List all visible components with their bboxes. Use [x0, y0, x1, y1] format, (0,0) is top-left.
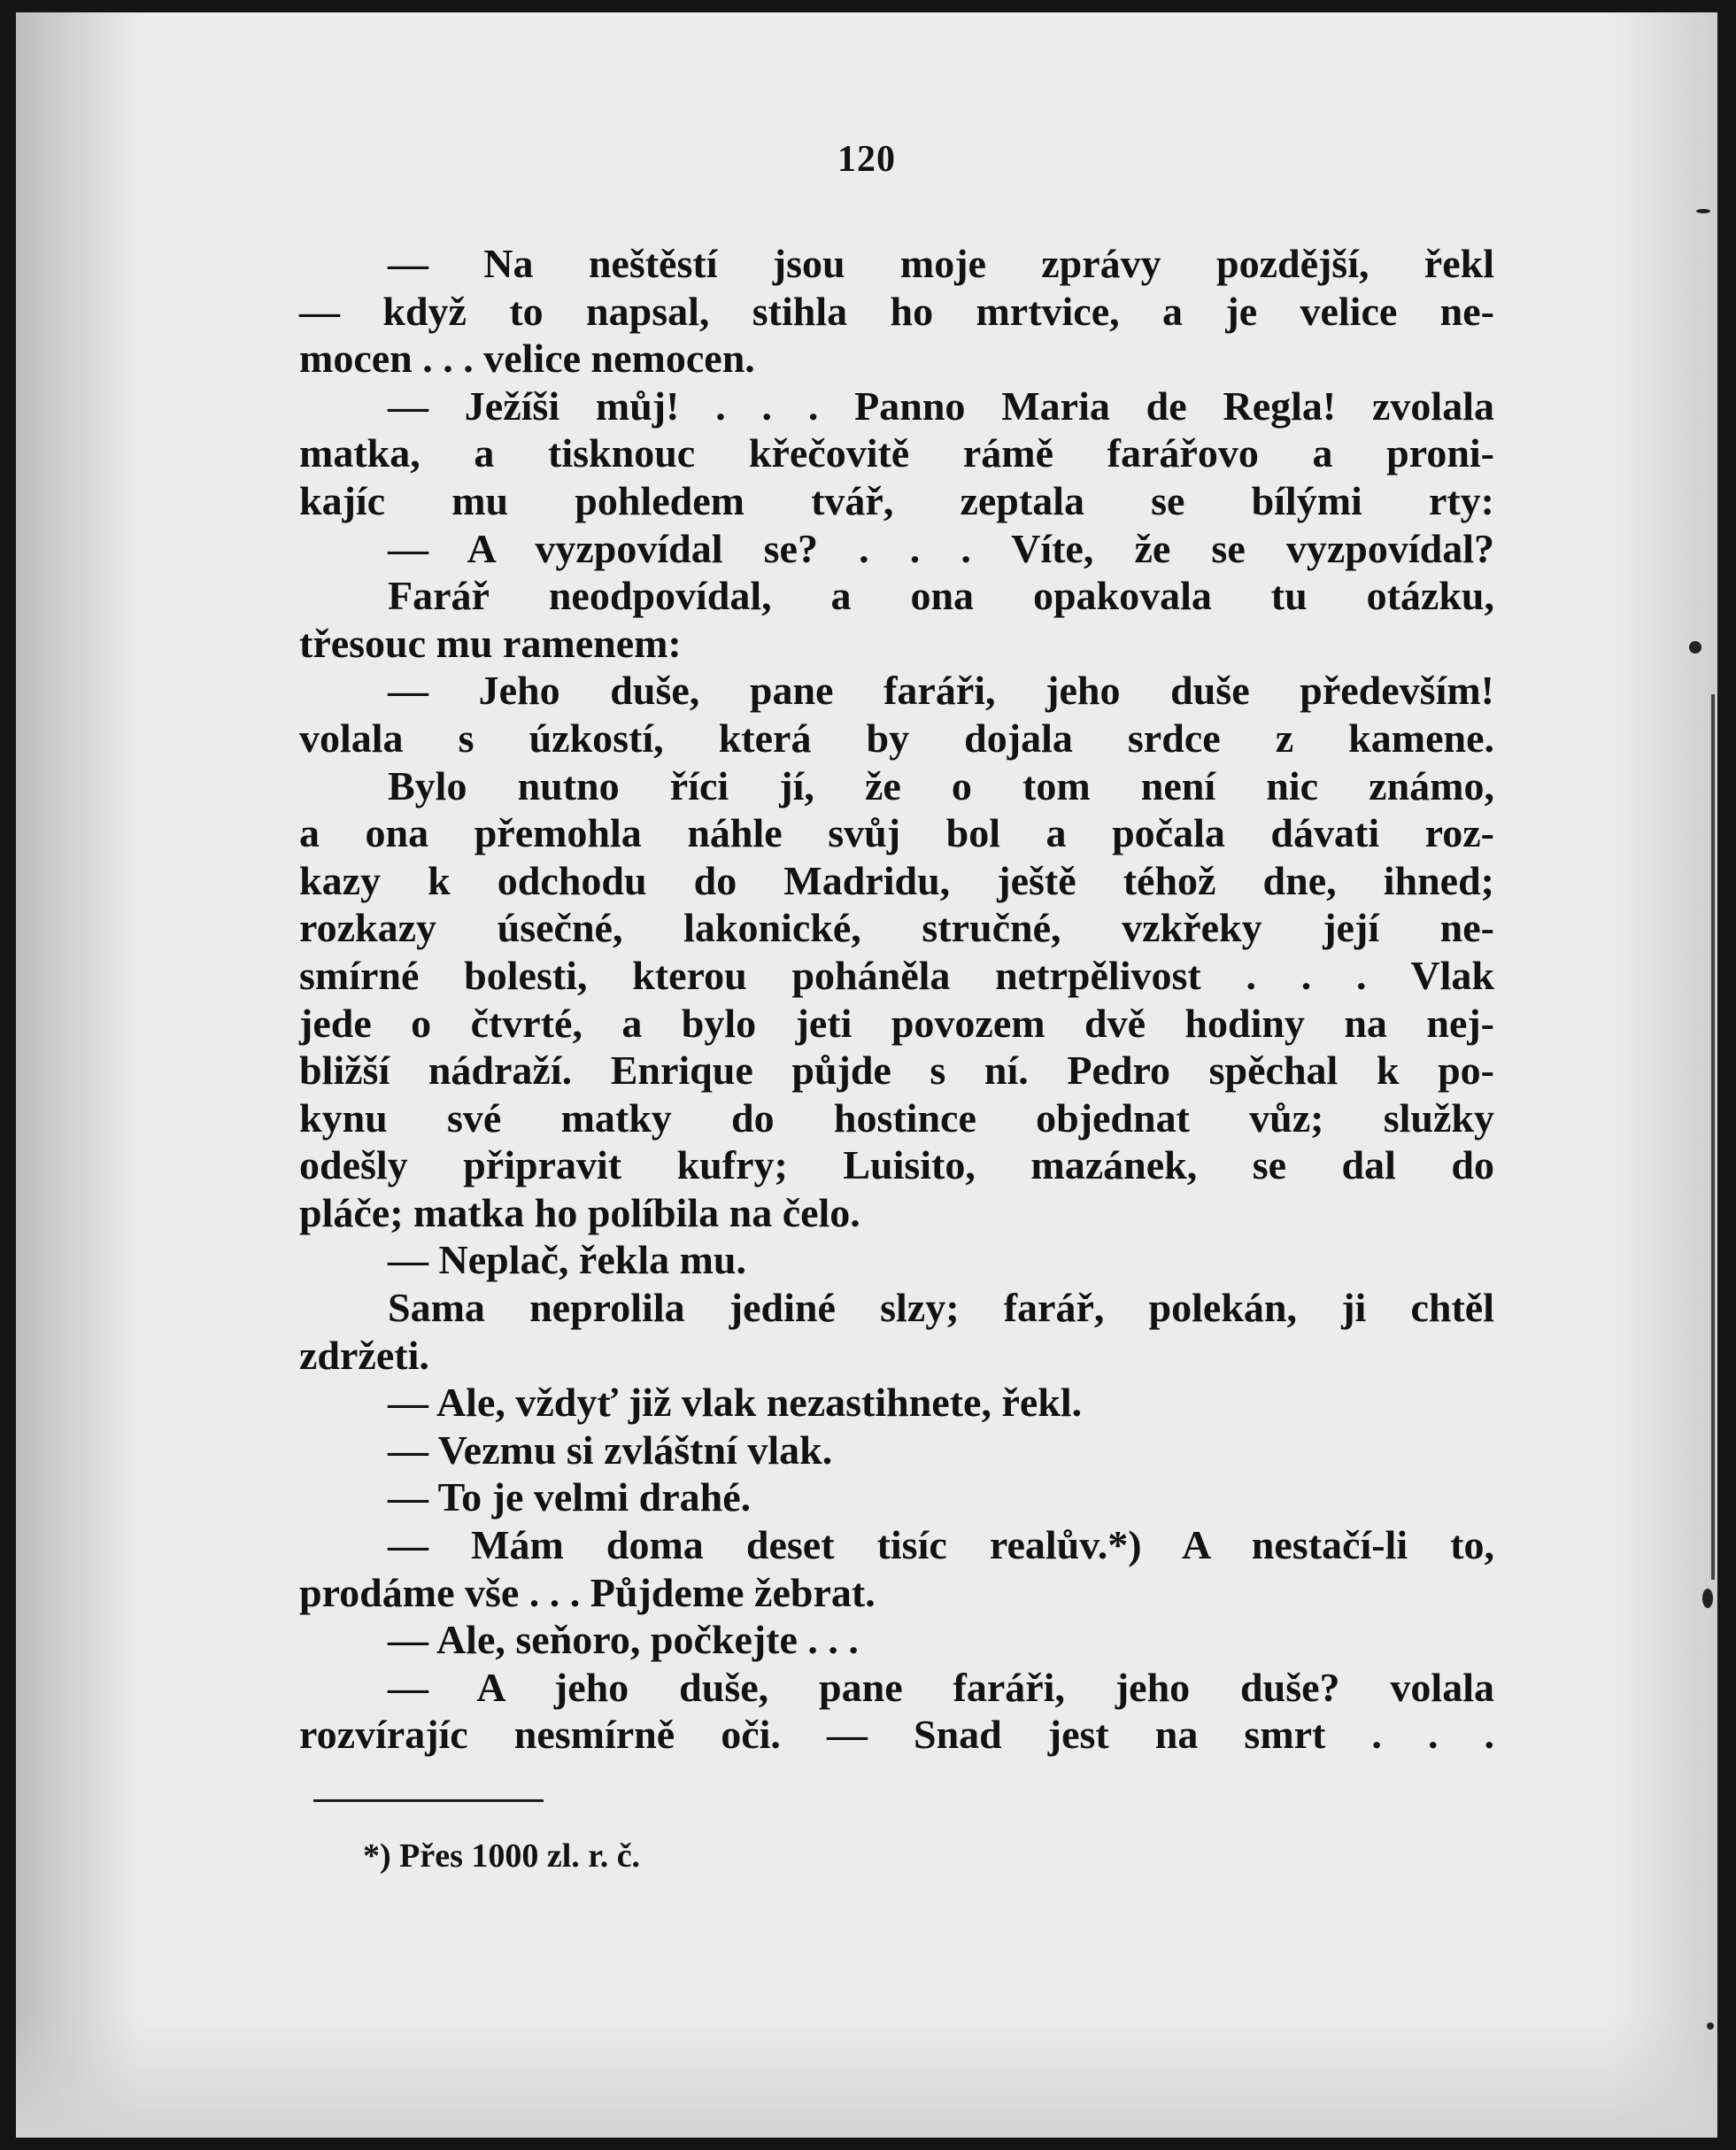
text-line: — Ježíši můj! . . . Panno Maria de Regla! zvolala	[388, 383, 1494, 429]
body-text	[299, 240, 1494, 1759]
text-line: volala s úzkostí, která by dojala srdce z kamene.	[299, 715, 1494, 761]
ink-speck	[1702, 1589, 1713, 1608]
text-line: odešly připravit kufry; Luisito, mazánek, se dal do	[299, 1142, 1494, 1188]
page-edge-shadow-bottom	[16, 2014, 1717, 2138]
text-line: bližší nádraží. Enrique půjde s ní. Pedro spěchal k po-	[299, 1048, 1494, 1094]
page-edge-shadow-right	[1611, 12, 1717, 2138]
text-line: třesouc mu ramenem:	[299, 620, 682, 666]
text-line: — Jeho duše, pane faráři, jeho duše především!	[388, 668, 1494, 714]
text-line: rozvírajíc nesmírně oči. — Snad jest na smrt . . .	[299, 1712, 1494, 1758]
text-line: kajíc mu pohledem tvář, zeptala se bílými rty:	[299, 477, 1494, 523]
text-line: Sama neprolila jediné slzy; farář, polekán, ji chtěl	[388, 1285, 1494, 1331]
text-line: — A vyzpovídal se? . . . Víte, že se vyzpovídal?	[388, 525, 1494, 571]
text-line: a ona přemohla náhle svůj bol a počala dávati roz-	[299, 810, 1494, 856]
text-line: — To je velmi drahé.	[388, 1474, 752, 1520]
text-line: rozkazy úsečné, lakonické, stručné, vzkřeky její ne-	[299, 905, 1494, 951]
page-number: 120	[837, 139, 896, 180]
text-line: — Mám doma deset tisíc realův.*) A nestačí-li to,	[388, 1522, 1494, 1568]
text-line: — Ale, vždyť již vlak nezastihnete, řekl.	[388, 1380, 1083, 1426]
text-line: matka, a tisknouc křečovitě rámě farářovo a proni-	[299, 430, 1494, 476]
text-line: — A jeho duše, pane faráři, jeho duše? volala	[388, 1664, 1494, 1710]
text-line: prodáme vše . . . Půjdeme žebrat.	[299, 1569, 876, 1615]
text-line: mocen . . . velice nemocen.	[299, 336, 755, 382]
footnote: *) Přes 1000 zl. r. č.	[363, 1837, 641, 1875]
ink-speck	[1696, 209, 1710, 213]
ink-speck	[1707, 2022, 1714, 2030]
text-line: kynu své matky do hostince objednat vůz; služky	[299, 1094, 1494, 1141]
footnote-divider	[313, 1799, 544, 1802]
page-edge-shadow-left	[16, 12, 140, 2138]
margin-mark	[1711, 694, 1715, 1580]
text-line: zdržeti.	[299, 1332, 429, 1378]
text-line: Farář neodpovídal, a ona opakovala tu otázku,	[388, 573, 1494, 619]
book-page	[16, 12, 1717, 2138]
text-line: — Vezmu si zvláštní vlak.	[388, 1427, 833, 1473]
text-line: — když to napsal, stihla ho mrtvice, a je velice ne-	[299, 288, 1494, 334]
text-line: Bylo nutno říci jí, že o tom není nic známo,	[388, 762, 1494, 808]
text-line: — Neplač, řekla mu.	[388, 1237, 747, 1283]
text-line: jede o čtvrté, a bylo jeti povozem dvě hodiny na nej-	[299, 1000, 1494, 1046]
text-line: — Na neštěstí jsou moje zprávy pozdější, řekl	[388, 241, 1494, 286]
text-line: smírné bolesti, kterou poháněla netrpělivost . . . Vlak	[299, 952, 1494, 998]
ink-speck	[1689, 641, 1701, 654]
text-line: kazy k odchodu do Madridu, ještě téhož dne, ihned;	[299, 857, 1494, 903]
text-line: — Ale, seňoro, počkejte . . .	[388, 1617, 859, 1663]
text-line: pláče; matka ho políbila na čelo.	[299, 1189, 860, 1235]
